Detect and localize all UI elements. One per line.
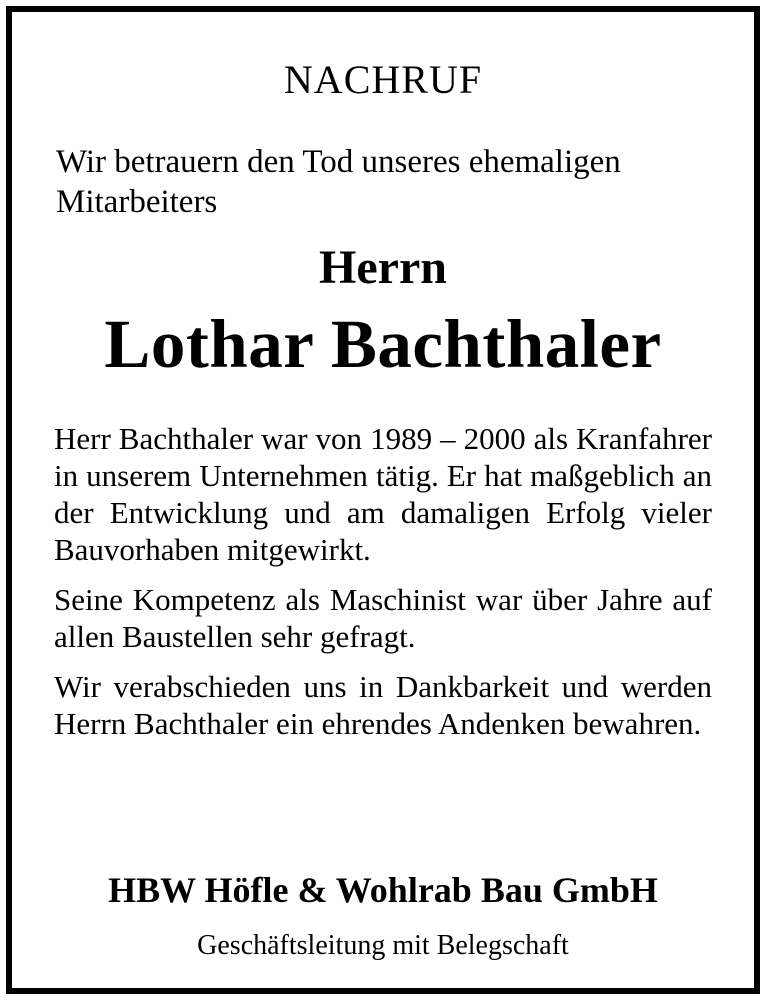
company-name: HBW Höfle & Wohlrab Bau GmbH: [108, 870, 658, 910]
honorific: Herrn: [319, 241, 447, 294]
intro-text: Wir betrauern den Tod unseres ehemaligen Mitarbeiters: [56, 144, 621, 220]
signoff: Geschäftsleitung mit Belegschaft: [197, 930, 569, 961]
obituary-notice: [6, 6, 760, 994]
deceased-name: Lothar Bachthaler: [104, 306, 662, 382]
paragraph-competence: Seine Kompetenz als Maschinist war über Jahre auf allen Baustellen sehr gefragt.: [54, 582, 712, 654]
paragraph-farewell: Wir verabschieden uns in Dankbarkeit und werden Herrn Bachthaler ein ehrendes Andenken bewahren.: [54, 669, 712, 741]
notice-title: NACHRUF: [283, 57, 483, 102]
notice-body: [54, 420, 712, 755]
paragraph-career: Herr Bachthaler war von 1989 – 2000 als Kranfahrer in unserem Unternehmen tätig. Er hat maßgeblich an der Entwicklung und am damaligen Erfolg vieler Bauvorhaben mitgewirkt.: [54, 421, 712, 567]
